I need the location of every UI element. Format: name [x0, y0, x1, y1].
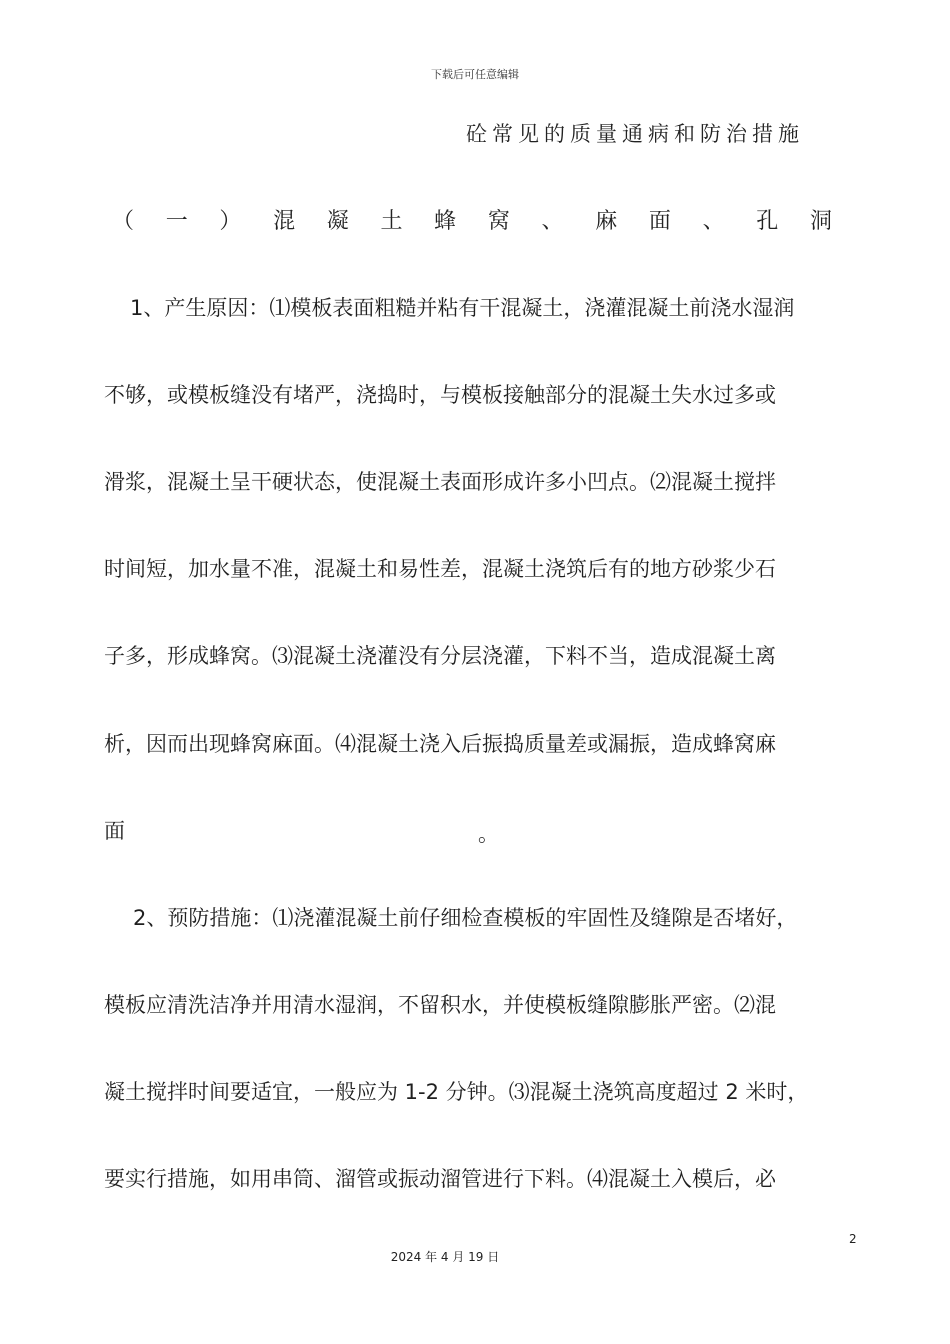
section-heading-char: 麻 — [595, 209, 618, 234]
section-heading-char: 面 — [648, 209, 671, 234]
body-line: 凝土搅拌时间要适宜，一般应为 1-2 分钟。⑶混凝土浇筑高度超过 2 米时， — [104, 1080, 809, 1104]
body-line: 要实行措施，如用串筒、溜管或振动溜管进行下料。⑷混凝土入模后，必 — [104, 1167, 776, 1191]
body-line: 模板应清洗洁净并用清水湿润，不留积水，并使模板缝隙膨胀严密。⑵混 — [104, 993, 776, 1017]
section-heading-char: 土 — [380, 209, 403, 234]
section-heading-char: 、 — [541, 209, 564, 234]
header-note: 下载后可任意编辑 — [431, 68, 519, 81]
body-line: 时间短，加水量不准，混凝土和易性差，混凝土浇筑后有的地方砂浆少石 — [104, 557, 776, 581]
body-line: 不够，或模板缝没有堵严，浇捣时，与模板接触部分的混凝土失水过多或 — [104, 383, 776, 407]
document-title: 砼常见的质量通病和防治措施 — [466, 122, 804, 146]
section-heading-char: ） — [219, 209, 242, 234]
section-heading-char: 混 — [273, 209, 296, 234]
body-line: 2、预防措施：⑴浇灌混凝土前仔细检查模板的牢固性及缝隙是否堵好， — [133, 906, 798, 930]
section-heading — [112, 204, 832, 235]
section-heading-char: 凝 — [326, 209, 349, 234]
body-line: 1、产生原因：⑴模板表面粗糙并粘有干混凝土，浇灌混凝土前浇水湿润 — [130, 296, 795, 320]
section-heading-char: 孔 — [756, 209, 779, 234]
body-line: 滑浆，混凝土呈干硬状态，使混凝土表面形成许多小凹点。⑵混凝土搅拌 — [104, 470, 776, 494]
section-heading-char: 蜂 — [434, 209, 457, 234]
section-heading-char: 洞 — [809, 209, 832, 234]
body-line: 子多，形成蜂窝。⑶混凝土浇灌没有分层浇灌，下料不当，造成混凝土离 — [104, 644, 776, 668]
section-heading-char: 、 — [702, 209, 725, 234]
footer-date: 2024 年 4 月 19 日 — [390, 1250, 500, 1264]
section-heading-char: 窝 — [487, 209, 510, 234]
body-line: 面 — [104, 819, 125, 843]
section-heading-char: （ — [112, 209, 135, 234]
page-number: 2 — [849, 1232, 857, 1246]
body-line-period: 。 — [478, 822, 499, 846]
section-heading-char: 一 — [165, 209, 188, 234]
body-line: 析，因而出现蜂窝麻面。⑷混凝土浇入后振捣质量差或漏振，造成蜂窝麻 — [104, 732, 776, 756]
